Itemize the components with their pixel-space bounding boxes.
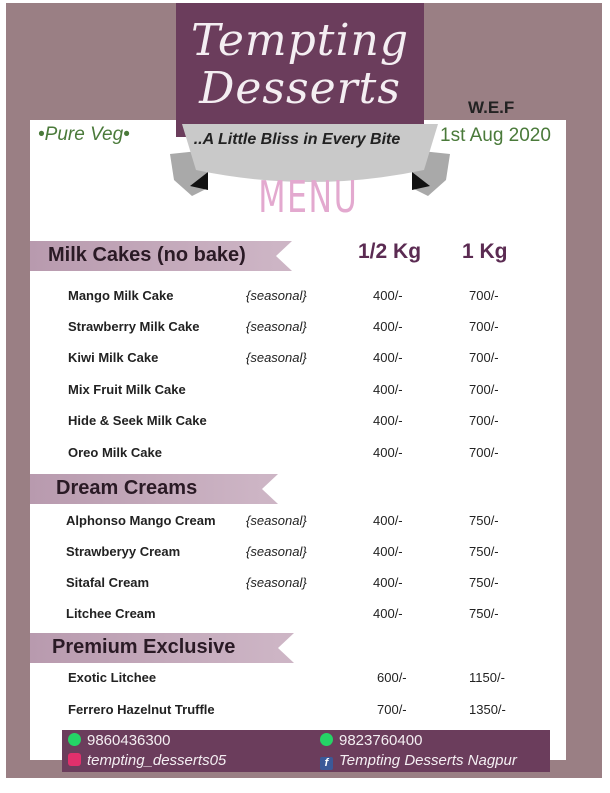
contact-phone-1[interactable] bbox=[68, 732, 170, 749]
section-header-milk-cakes bbox=[30, 241, 276, 271]
menu-item-row bbox=[0, 319, 610, 341]
section-header-premium-exclusive bbox=[30, 633, 278, 663]
price-half-kg: 400/- bbox=[373, 544, 403, 559]
price-half-kg: 400/- bbox=[373, 350, 403, 365]
price-one-kg: 1350/- bbox=[469, 702, 506, 717]
menu-item-row bbox=[0, 544, 610, 566]
menu-item-row bbox=[0, 513, 610, 535]
menu-item-row bbox=[0, 606, 610, 628]
price-one-kg: 750/- bbox=[469, 575, 499, 590]
section-title: Milk Cakes (no bake) bbox=[48, 244, 246, 266]
price-one-kg: 700/- bbox=[469, 382, 499, 397]
price-half-kg: 400/- bbox=[373, 382, 403, 397]
price-half-kg: 400/- bbox=[373, 319, 403, 334]
price-half-kg: 400/- bbox=[373, 445, 403, 460]
brand-line-1: Tempting bbox=[190, 15, 410, 66]
price-one-kg: 700/- bbox=[469, 350, 499, 365]
facebook-icon: f bbox=[320, 757, 333, 770]
wef-label: W.E.F bbox=[468, 98, 515, 117]
item-note: {seasonal} bbox=[246, 350, 307, 365]
item-name: Strawberyy Cream bbox=[66, 544, 181, 559]
item-name: Litchee Cream bbox=[66, 606, 156, 621]
item-note: {seasonal} bbox=[246, 513, 307, 528]
item-note: {seasonal} bbox=[246, 575, 307, 590]
price-one-kg: 700/- bbox=[469, 319, 499, 334]
phone-number: 9860436300 bbox=[87, 732, 171, 749]
price-one-kg: 750/- bbox=[469, 606, 499, 621]
section-title: Dream Creams bbox=[56, 477, 198, 499]
menu-title: MENU bbox=[258, 172, 359, 223]
menu-item-row bbox=[0, 413, 610, 435]
menu-item-row bbox=[0, 382, 610, 404]
section-title: Premium Exclusive bbox=[52, 636, 236, 658]
contact-footer bbox=[62, 730, 550, 772]
price-half-kg: 400/- bbox=[373, 575, 403, 590]
price-one-kg: 1150/- bbox=[469, 670, 505, 685]
item-name: Sitafal Cream bbox=[66, 575, 150, 590]
price-one-kg: 700/- bbox=[469, 445, 499, 460]
brand-line-2: Desserts bbox=[199, 63, 401, 114]
menu-item-row bbox=[0, 702, 610, 724]
price-one-kg: 750/- bbox=[469, 544, 499, 559]
price-one-kg: 700/- bbox=[469, 288, 499, 303]
item-name: Strawberry Milk Cake bbox=[68, 319, 200, 334]
item-note: {seasonal} bbox=[246, 544, 307, 559]
contact-phone-2[interactable] bbox=[320, 732, 422, 749]
section-header-dream-creams bbox=[30, 474, 262, 504]
phone-number: 9823760400 bbox=[339, 732, 423, 749]
price-half-kg: 400/- bbox=[373, 413, 403, 428]
instagram-handle: tempting_desserts05 bbox=[87, 752, 227, 769]
tagline: ..A Little Bliss in Every Bite bbox=[193, 131, 401, 148]
effective-date: 1st Aug 2020 bbox=[440, 125, 551, 146]
price-one-kg: 750/- bbox=[469, 513, 499, 528]
price-half-kg: 400/- bbox=[373, 288, 403, 303]
menu-item-row bbox=[0, 350, 610, 372]
item-name: Mix Fruit Milk Cake bbox=[68, 382, 186, 397]
item-name: Hide & Seek Milk Cake bbox=[68, 413, 207, 428]
menu-item-row bbox=[0, 288, 610, 310]
menu-item-row bbox=[0, 445, 610, 467]
price-half-kg: 600/- bbox=[377, 670, 407, 685]
item-note: {seasonal} bbox=[246, 319, 307, 334]
facebook-page: Tempting Desserts Nagpur bbox=[339, 752, 517, 769]
price-half-kg: 700/- bbox=[377, 702, 407, 717]
item-note: {seasonal} bbox=[246, 288, 307, 303]
menu-item-row bbox=[0, 670, 610, 692]
item-name: Exotic Litchee bbox=[68, 670, 157, 685]
contact-facebook[interactable] bbox=[320, 752, 517, 770]
item-name: Kiwi Milk Cake bbox=[68, 350, 159, 365]
whatsapp-icon bbox=[68, 733, 81, 746]
whatsapp-icon bbox=[320, 733, 333, 746]
item-name: Mango Milk Cake bbox=[68, 288, 174, 303]
item-name: Oreo Milk Cake bbox=[68, 445, 162, 460]
contact-instagram[interactable] bbox=[68, 752, 226, 769]
column-header-half-kg: 1/2 Kg bbox=[358, 240, 422, 263]
item-name: Ferrero Hazelnut Truffle bbox=[68, 702, 215, 717]
price-half-kg: 400/- bbox=[373, 606, 403, 621]
price-half-kg: 400/- bbox=[373, 513, 403, 528]
instagram-icon bbox=[68, 753, 81, 766]
column-header-one-kg: 1 Kg bbox=[462, 240, 508, 263]
pure-veg-badge: •Pure Veg• bbox=[38, 124, 130, 145]
item-name: Alphonso Mango Cream bbox=[66, 513, 216, 528]
menu-item-row bbox=[0, 575, 610, 597]
price-one-kg: 700/- bbox=[469, 413, 499, 428]
